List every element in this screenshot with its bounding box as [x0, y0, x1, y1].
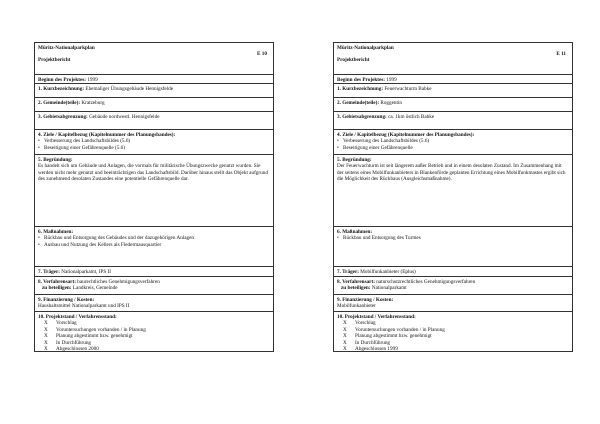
status-item: X Planung abgestimmt bzw. genehmigt: [343, 333, 432, 339]
sheet-code: E 10: [257, 51, 267, 57]
s9-value: Mobilfunkanbieter: [337, 303, 376, 309]
project-sheet-e11: [333, 42, 573, 352]
beginn-label: Beginn des Projektes:: [337, 76, 386, 83]
beginn-row: [35, 74, 273, 83]
status-item: X Voruntersuchungen vorhanden / in Planung: [44, 326, 146, 333]
section-8: [334, 276, 572, 294]
section-6: [35, 226, 273, 266]
s1-value: Ehemaliger Übungsgebäude Hennigsfelde: [85, 85, 174, 92]
status-item: X Voruntersuchungen vorhanden / in Planung: [343, 326, 445, 333]
s2-label: 2. Gemeinde(teile):: [38, 99, 81, 106]
section-2: [35, 97, 273, 111]
plan-title: Müritz-Nationalparkplan: [337, 44, 394, 51]
section-3: [35, 111, 273, 129]
section-9: [35, 294, 273, 311]
section-6: [334, 226, 572, 266]
section-9: [334, 294, 572, 311]
s9-label: 9. Finanzierung / Kosten:: [337, 296, 394, 303]
s7-label: 7. Träger:: [337, 268, 359, 275]
beginn-value: 1999: [87, 76, 98, 83]
status-item: X Abgeschlossen 1999: [343, 346, 398, 352]
status-item: X Planung abgestimmt bzw. genehmigt: [44, 333, 133, 339]
section-7: [334, 266, 572, 276]
s9-value: Haushaltsmittel Nationalparkamt und IPS II: [38, 303, 130, 309]
section-3: [334, 111, 572, 129]
s3-value: Gebäude nordwestl. Hennigsfelde: [89, 113, 160, 120]
sheet-code: E 11: [556, 51, 566, 57]
s8-value: naturschutzrechtliches Genehmigungsverfahren: [376, 278, 476, 285]
section-7: [35, 266, 273, 276]
s9-label: 9. Finanzierung / Kosten:: [38, 296, 95, 303]
s4-label: 4. Ziele / Kapitelbezug (Kapitelnummer des Planungsbandes):: [337, 131, 475, 138]
s8-sub-label: zu beteiligen:: [341, 285, 371, 291]
s3-label: 3. Gebietsabgrenzung:: [38, 113, 88, 120]
s5-label: 5. Begründung:: [337, 156, 372, 163]
s1-label: 1. Kurzbezeichnung:: [38, 85, 85, 92]
s3-label: 3. Gebietsabgrenzung:: [337, 113, 387, 120]
project-sheet-e10: [34, 42, 274, 352]
list-item: • Verbesserung des Landschaftsbildes (5.6): [38, 138, 131, 144]
beginn-row: [334, 74, 572, 83]
list-item: • Ausbau und Nutzung des Kellers als Fledermausquartier: [38, 241, 162, 248]
s10-label: 10. Projektstand / Verfahrensstand:: [337, 313, 416, 320]
s7-value: Nationalparkamt, IPS II: [61, 268, 111, 275]
status-item: X Vorschlag: [44, 320, 77, 326]
section-8: [35, 276, 273, 294]
s8-value: baurechtliches Genehmigungsverfahren: [77, 278, 160, 285]
sheet-header: [334, 43, 572, 74]
s10-label: 10. Projektstand / Verfahrensstand:: [38, 313, 117, 320]
s1-label: 1. Kurzbezeichnung:: [337, 85, 384, 92]
status-item: X Abgeschlossen 2000: [44, 346, 99, 352]
s7-label: 7. Träger:: [38, 268, 60, 275]
s8-sub-label: zu beteiligen:: [42, 285, 72, 291]
s7-value: Mobilfunkanbieter (Eplus): [360, 268, 416, 275]
sheet-header: [35, 43, 273, 74]
list-item: • Verbesserung des Landschaftsbildes (5.6): [337, 138, 430, 144]
section-10: [35, 311, 273, 351]
s8-label: 8. Verfahrensart:: [337, 278, 375, 285]
s8-label: 8. Verfahrensart:: [38, 278, 76, 285]
plan-title: Müritz-Nationalparkplan: [38, 44, 95, 51]
report-subtitle: Projektbericht: [337, 57, 370, 63]
s6-label: 6. Maßnahmen:: [337, 228, 373, 235]
status-item: X In Durchführung: [44, 339, 92, 346]
status-item: X Vorschlag: [343, 320, 376, 326]
section-4: [35, 129, 273, 154]
section-1: [334, 83, 572, 97]
s8-sub-value: Nationalparkamt: [371, 285, 407, 291]
list-item: • Rückbau und Entsorgung des Turmes: [337, 235, 421, 241]
s5-text: Es handelt sich um Gebäude und Anlagen, die vormals für militärische Übungszwecke genutzt wurden. Sie werden nicht mehr genutzt und beeinträchtigen das Landschaftsbild. Darüber hinaus stellt das Objekt aufgrund des zunehmend desolaten Zustandes eine potentielle Gefährenquelle dar.: [38, 163, 268, 182]
s2-label: 2. Gemeinde(teile):: [337, 99, 380, 106]
status-item: X In Durchführung: [343, 339, 391, 346]
section-5: [35, 154, 273, 226]
list-item: • Beseitigung einer Gefährenquelle: [337, 144, 413, 151]
s5-label: 5. Begründung:: [38, 156, 73, 163]
section-4: [334, 129, 572, 154]
beginn-label: Beginn des Projektes:: [38, 76, 87, 83]
section-2: [334, 97, 572, 111]
s4-label: 4. Ziele / Kapitelbezug (Kapitelnummer des Planungsbandes):: [38, 131, 176, 138]
list-item: • Rückbau und Entsorgung des Gebäudes und der dazugehörigen Anlagen: [38, 235, 195, 241]
section-5: [334, 154, 572, 226]
report-subtitle: Projektbericht: [38, 57, 71, 63]
list-item: • Beseitigung einer Gefährenquelle (5.6): [38, 144, 125, 151]
s2-value: Roggentin: [380, 99, 402, 106]
s8-sub-value: Landkreis, Gemeinde: [72, 285, 118, 291]
beginn-value: 1999: [386, 76, 397, 83]
s1-value: Feuerwachturm Babke: [384, 85, 432, 92]
s5-text: Der Feuerwachturm ist seit längerem außer Betrieb und in einem desolaten Zustand. Im Zusammenhang mit der seitens eines Mobilfunkanbieters in Blankenförde geplanten Errichtung eines Mobilfunkmastes ergibt sich die Möglichkeit des Rückbaus (Ausgleichsmaßnahme).: [337, 163, 566, 182]
section-10: [334, 311, 572, 351]
section-1: [35, 83, 273, 97]
s3-value: ca. 1km östlich Babke: [388, 113, 435, 120]
s2-value: Kratzeburg: [81, 99, 105, 106]
s6-label: 6. Maßnahmen:: [38, 228, 74, 235]
